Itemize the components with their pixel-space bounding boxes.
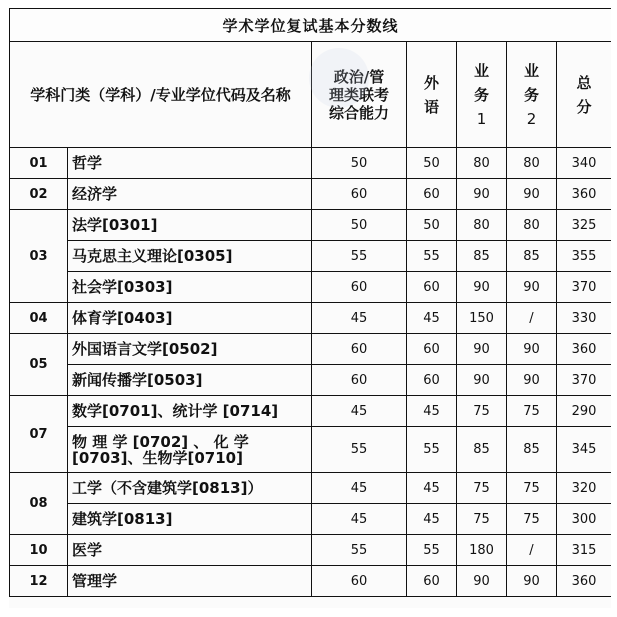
table-row (10, 241, 612, 272)
row-foreign: 50 (407, 148, 457, 179)
score-table (9, 8, 611, 597)
row-course-1: 85 (457, 427, 507, 473)
row-course-2: 90 (507, 179, 557, 210)
row-foreign: 55 (407, 241, 457, 272)
header-politics: 政治/管 理类联考 综合能力 (312, 42, 407, 148)
row-politics: 60 (312, 334, 407, 365)
row-course-1: 90 (457, 334, 507, 365)
row-course-2: 90 (507, 334, 557, 365)
header-course-2: 业 务 2 (507, 42, 557, 148)
row-total: 300 (557, 504, 612, 535)
row-total: 340 (557, 148, 612, 179)
row-total: 345 (557, 427, 612, 473)
row-name: 管理学 (68, 566, 312, 597)
header-course-1: 业 务 1 (457, 42, 507, 148)
row-course-2: 90 (507, 272, 557, 303)
row-politics: 60 (312, 365, 407, 396)
table-row (10, 303, 612, 334)
row-total: 360 (557, 179, 612, 210)
row-course-1: 150 (457, 303, 507, 334)
row-politics: 60 (312, 179, 407, 210)
row-total: 290 (557, 396, 612, 427)
row-foreign: 60 (407, 334, 457, 365)
bottom-margin (0, 608, 617, 617)
row-total: 315 (557, 535, 612, 566)
table-row (10, 504, 612, 535)
row-course-2: 80 (507, 210, 557, 241)
row-name: 工学（不含建筑学[0813]） (68, 473, 312, 504)
row-foreign: 60 (407, 566, 457, 597)
table-row (10, 210, 612, 241)
row-code: 05 (10, 334, 68, 396)
row-code: 12 (10, 566, 68, 597)
row-total: 320 (557, 473, 612, 504)
header-category: 学科门类（学科）/专业学位代码及名称 (10, 42, 312, 148)
table-row (10, 473, 612, 504)
row-politics: 60 (312, 272, 407, 303)
table-title: 学术学位复试基本分数线 (10, 9, 612, 42)
row-name: 建筑学[0813] (68, 504, 312, 535)
row-name: 外国语言文学[0502] (68, 334, 312, 365)
row-foreign: 60 (407, 179, 457, 210)
row-course-1: 90 (457, 179, 507, 210)
row-foreign: 50 (407, 210, 457, 241)
row-total: 355 (557, 241, 612, 272)
row-foreign: 55 (407, 427, 457, 473)
row-name: 物 理 学 [0702] 、 化 学 [0703]、生物学[0710] (68, 427, 312, 473)
row-name: 数学[0701]、统计学 [0714] (68, 396, 312, 427)
row-total: 360 (557, 334, 612, 365)
row-course-2: 90 (507, 365, 557, 396)
row-course-1: 90 (457, 272, 507, 303)
row-politics: 50 (312, 148, 407, 179)
row-total: 330 (557, 303, 612, 334)
table-row (10, 179, 612, 210)
row-code: 01 (10, 148, 68, 179)
row-name: 经济学 (68, 179, 312, 210)
row-politics: 55 (312, 535, 407, 566)
row-foreign: 55 (407, 535, 457, 566)
row-code: 02 (10, 179, 68, 210)
row-name: 社会学[0303] (68, 272, 312, 303)
row-code: 04 (10, 303, 68, 334)
row-name: 法学[0301] (68, 210, 312, 241)
row-code: 03 (10, 210, 68, 303)
row-name: 体育学[0403] (68, 303, 312, 334)
table-row (10, 334, 612, 365)
row-course-2: 90 (507, 566, 557, 597)
header-total: 总 分 (557, 42, 612, 148)
row-politics: 45 (312, 303, 407, 334)
row-politics: 45 (312, 504, 407, 535)
table-row (10, 365, 612, 396)
row-code: 08 (10, 473, 68, 535)
row-course-1: 85 (457, 241, 507, 272)
row-course-1: 75 (457, 396, 507, 427)
row-course-2: 80 (507, 148, 557, 179)
table-row (10, 427, 612, 473)
row-total: 370 (557, 365, 612, 396)
row-course-2: 85 (507, 427, 557, 473)
table-row (10, 396, 612, 427)
row-course-1: 180 (457, 535, 507, 566)
header-foreign-language: 外 语 (407, 42, 457, 148)
row-course-1: 90 (457, 365, 507, 396)
row-total: 360 (557, 566, 612, 597)
row-politics: 50 (312, 210, 407, 241)
row-name: 马克思主义理论[0305] (68, 241, 312, 272)
table-row (10, 148, 612, 179)
row-name: 哲学 (68, 148, 312, 179)
row-foreign: 45 (407, 396, 457, 427)
row-politics: 60 (312, 566, 407, 597)
row-course-2: 85 (507, 241, 557, 272)
row-course-1: 80 (457, 210, 507, 241)
row-name: 新闻传播学[0503] (68, 365, 312, 396)
row-code: 10 (10, 535, 68, 566)
row-politics: 45 (312, 473, 407, 504)
row-course-1: 75 (457, 473, 507, 504)
row-politics: 55 (312, 427, 407, 473)
row-total: 325 (557, 210, 612, 241)
row-politics: 45 (312, 396, 407, 427)
row-course-2: 75 (507, 473, 557, 504)
row-foreign: 45 (407, 504, 457, 535)
row-foreign: 45 (407, 473, 457, 504)
score-table-frame (9, 8, 611, 608)
row-course-1: 90 (457, 566, 507, 597)
row-course-2: / (507, 303, 557, 334)
row-course-1: 80 (457, 148, 507, 179)
row-course-2: 75 (507, 504, 557, 535)
row-foreign: 60 (407, 272, 457, 303)
row-course-1: 75 (457, 504, 507, 535)
table-row (10, 272, 612, 303)
row-name: 医学 (68, 535, 312, 566)
row-politics: 55 (312, 241, 407, 272)
row-foreign: 45 (407, 303, 457, 334)
row-foreign: 60 (407, 365, 457, 396)
row-course-2: / (507, 535, 557, 566)
row-code: 07 (10, 396, 68, 473)
row-course-2: 75 (507, 396, 557, 427)
table-row (10, 535, 612, 566)
table-row (10, 566, 612, 597)
row-total: 370 (557, 272, 612, 303)
